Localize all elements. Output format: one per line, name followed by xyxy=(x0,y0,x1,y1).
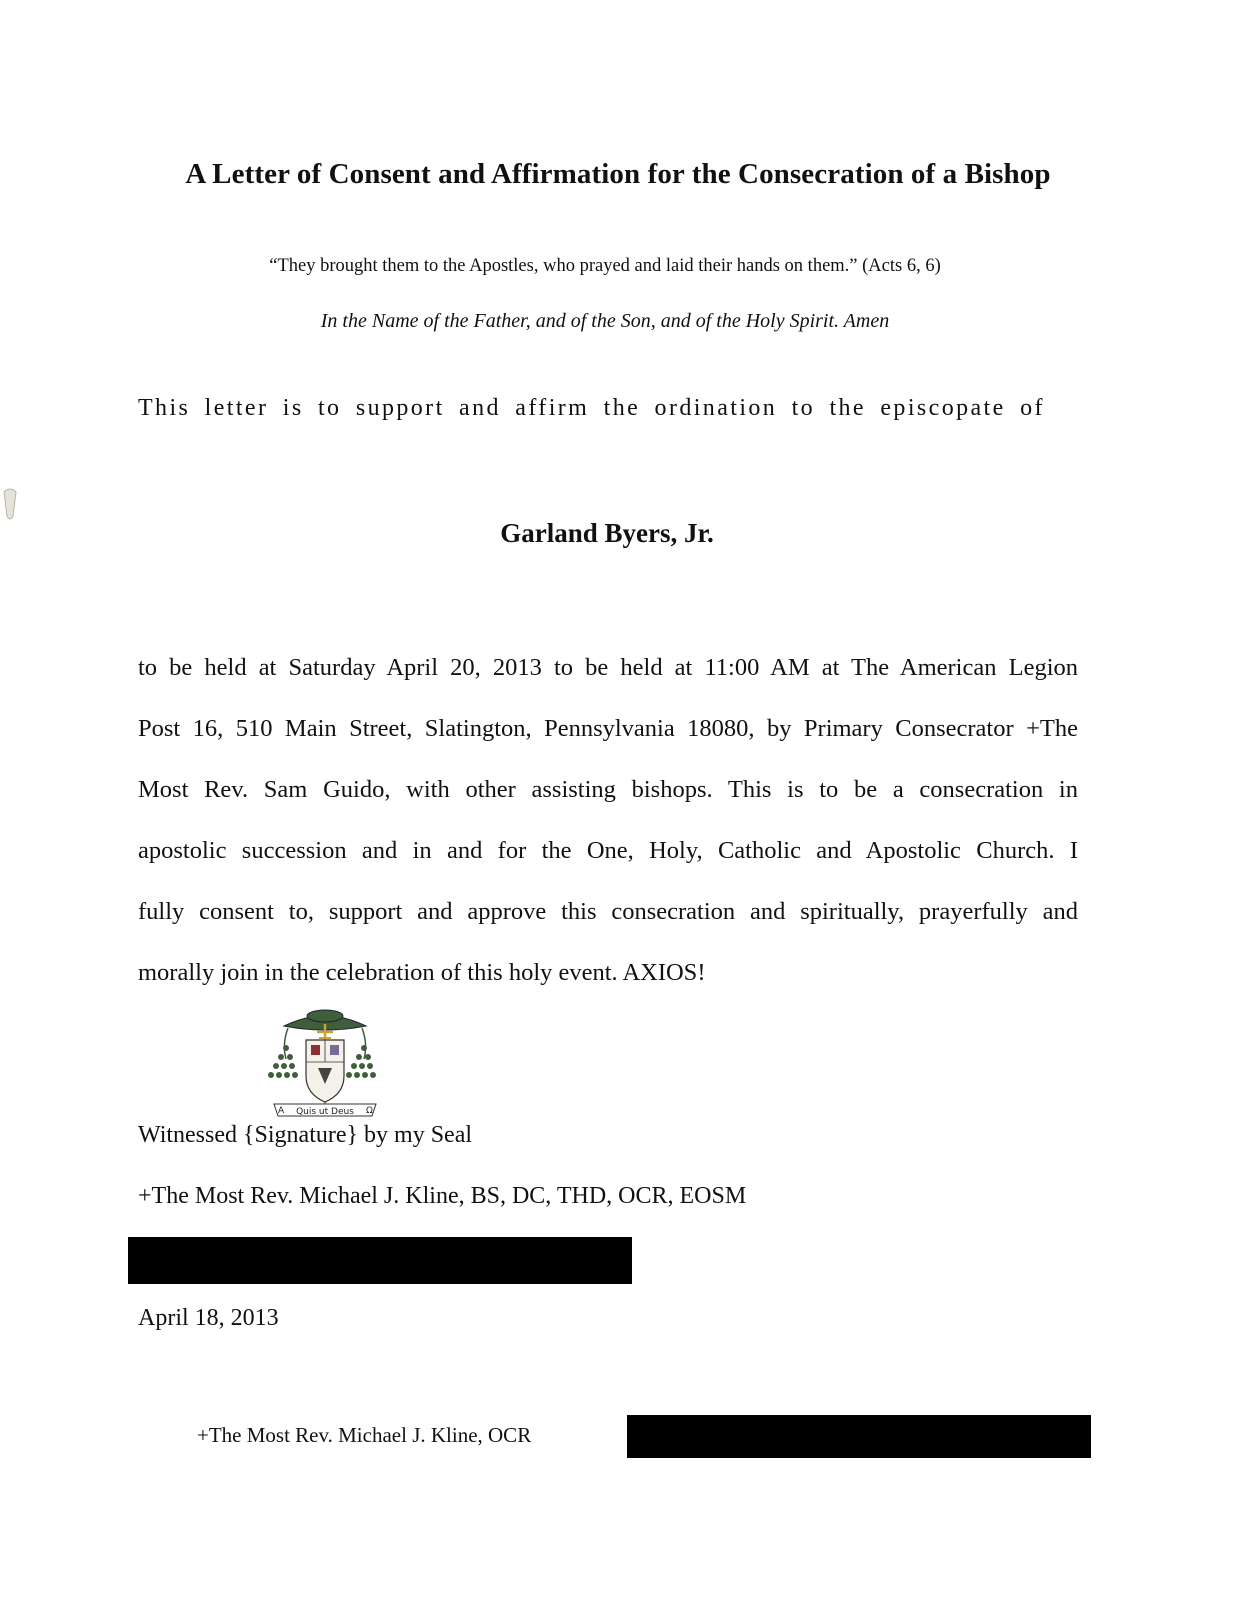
signer-short-name: +The Most Rev. Michael J. Kline, OCR xyxy=(197,1423,532,1447)
redaction-bar-signature xyxy=(627,1415,1091,1458)
scripture-quote: “They brought them to the Apostles, who prayed and laid their hands on them.” (Acts 6, 6) xyxy=(269,256,941,276)
body-line: apostolic succession and in and for the One, Holy, Catholic and Apostolic Church. I xyxy=(138,837,1078,864)
intro-paragraph: This letter is to support and affirm the ordination to the episcopate of xyxy=(138,395,1045,421)
body-line: Most Rev. Sam Guido, with other assisting bishops. This is to be a consecration in xyxy=(138,776,1078,803)
invocation: In the Name of the Father, and of the Son, and of the Holy Spirit. Amen xyxy=(320,310,890,332)
body-line: Post 16, 510 Main Street, Slatington, Pennsylvania 18080, by Primary Consecrator +The xyxy=(138,715,1078,742)
seal-motto: Quis ut Deus xyxy=(296,1107,354,1117)
seal-alpha: A xyxy=(278,1106,285,1116)
episcopal-seal xyxy=(262,1004,388,1130)
body-paragraph xyxy=(138,637,1078,1003)
candidate-name: Garland Byers, Jr. xyxy=(500,518,714,548)
margin-mark xyxy=(2,486,18,522)
body-line: to be held at Saturday April 20, 2013 to be held at 11:00 AM at The American Legion xyxy=(138,654,1078,681)
signer-full-name: +The Most Rev. Michael J. Kline, BS, DC, THD, OCR, EOSM xyxy=(138,1183,747,1209)
letter-date: April 18, 2013 xyxy=(138,1305,279,1331)
page-title: A Letter of Consent and Affirmation for the Consecration of a Bishop xyxy=(185,158,1051,190)
witness-line: Witnessed {Signature} by my Seal xyxy=(138,1122,473,1148)
body-line: morally join in the celebration of this holy event. AXIOS! xyxy=(138,959,706,986)
redaction-bar xyxy=(128,1237,632,1284)
seal-omega: Ω xyxy=(366,1106,373,1116)
body-line: fully consent to, support and approve this consecration and spiritually, prayerfully and xyxy=(138,898,1078,925)
